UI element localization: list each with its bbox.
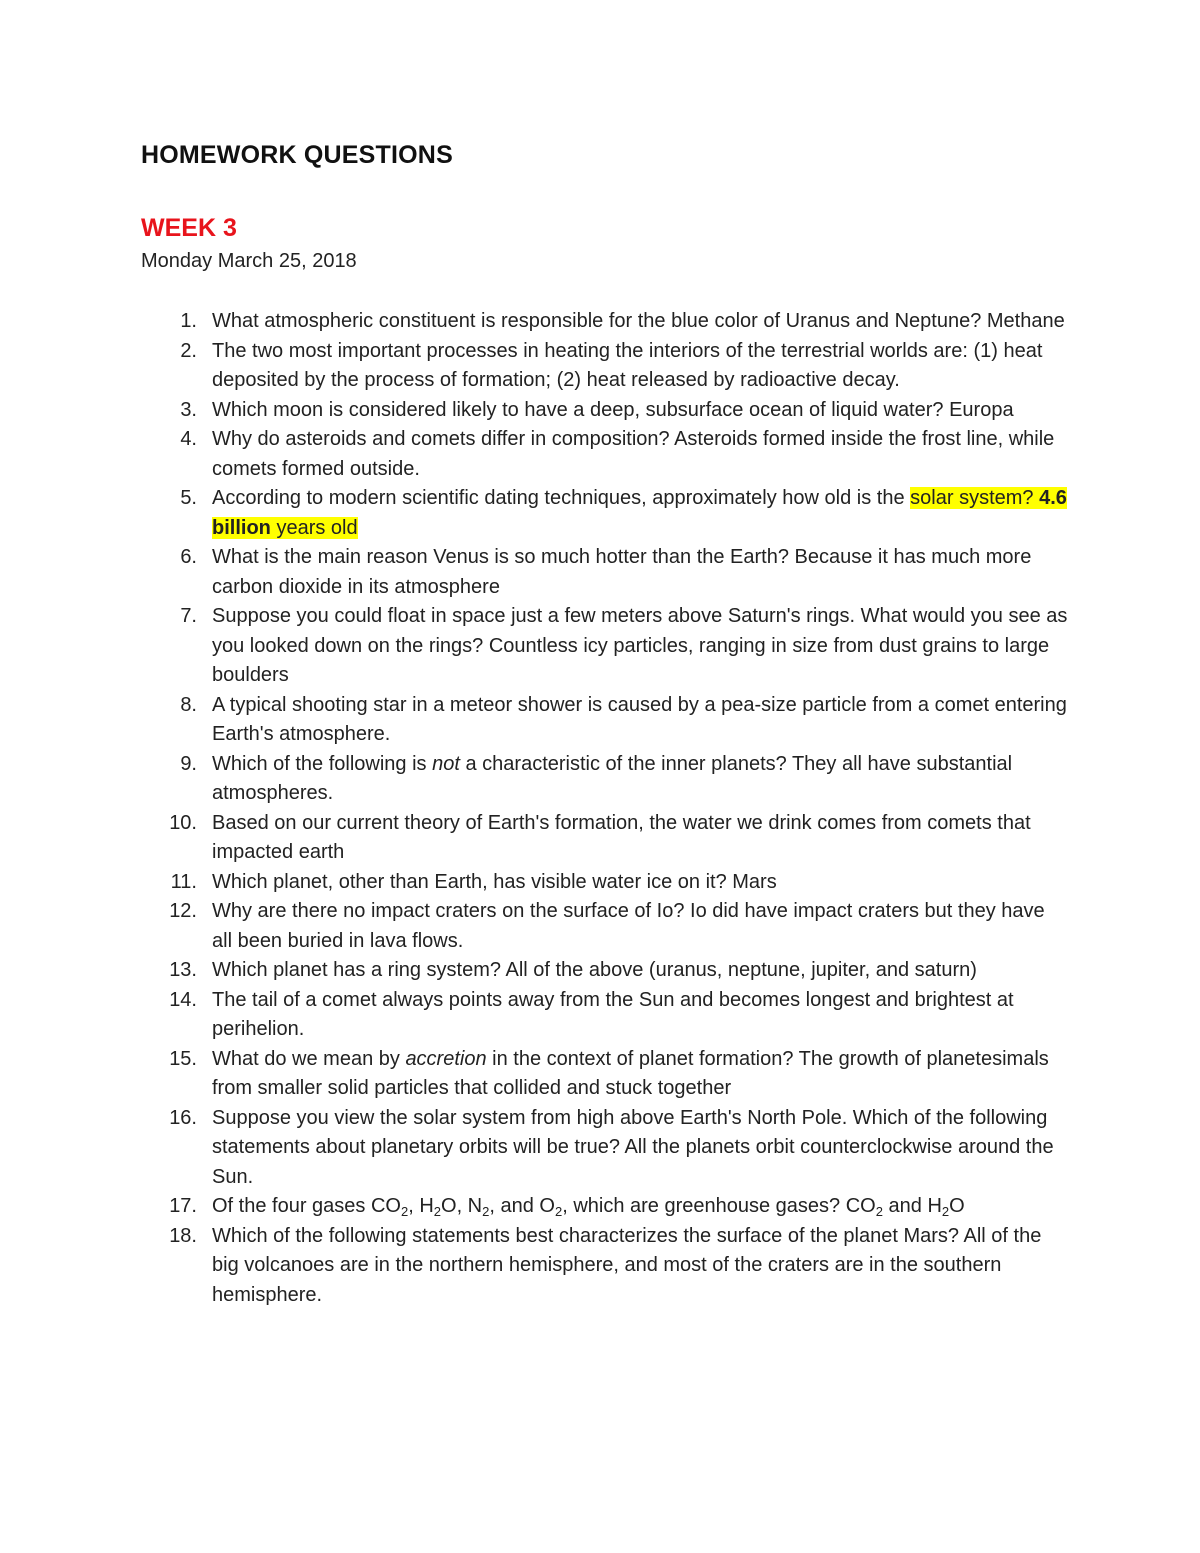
list-item [0,543,1200,602]
item-text: Why are there no impact craters on the surface of Io? Io did have impact craters but they have all been buried in lava flows. [212,900,1045,952]
list-item [0,602,1200,691]
item-number: 16. [169,1106,197,1129]
text-segment: a characteristic of the inner planets? They all have substantial atmospheres. [212,752,1013,804]
document-title: HOMEWORK QUESTIONS [141,141,453,169]
item-text: Which moon is considered likely to have a deep, subsurface ocean of liquid water? Europa [212,398,1014,421]
list-item [0,484,1200,543]
date-line: Monday March 25, 2018 [141,250,357,272]
list-item [0,986,1200,1045]
item-number: 10. [169,811,197,834]
item-number: 8. [180,693,197,716]
subscript: 2 [941,1204,950,1219]
question-text: According to modern scientific dating techniques, approximately how old is the [212,487,911,509]
subscript: 2 [554,1204,563,1219]
list-item [0,868,1200,898]
text-segment: O [949,1195,965,1217]
text-segment: , and O [489,1195,555,1217]
text-segment: What do we mean by [212,1047,406,1070]
week-heading: WEEK 3 [141,214,237,242]
subscript: 2 [400,1204,409,1219]
list-item [0,396,1200,426]
item-text [212,753,1012,805]
item-text [212,1195,965,1217]
item-text: Which planet has a ring system? All of the above (uranus, neptune, jupiter, and saturn) [212,959,977,981]
item-text: Suppose you could float in space just a few meters above Saturn's rings. What would you see as you looked down on the rings? Countless icy particles, ranging in size from dust grains to large boulders [212,605,1068,686]
list-item [0,956,1200,986]
subscript: 2 [482,1204,490,1219]
list-item [0,307,1200,337]
item-number: 13. [169,959,197,981]
item-text [212,487,1067,539]
item-number: 5. [180,487,197,509]
item-text [212,1048,1049,1100]
list-item [0,1192,1200,1222]
item-number: 9. [180,752,197,775]
item-number: 18. [169,1224,197,1247]
item-number: 7. [180,605,197,627]
item-number: 12. [169,900,197,922]
list-item [0,337,1200,396]
text-segment: Which of the following is [212,752,433,775]
text-segment: Of the four gases CO [212,1195,401,1217]
item-text: Based on our current theory of Earth's formation, the water we drink comes from comets that impacted earth [212,811,1031,863]
list-item [0,1045,1200,1104]
bold-answer: 4.6 billion [212,487,1067,539]
item-number: 11. [170,870,197,893]
item-number: 15. [169,1047,197,1070]
subscript: 2 [433,1204,442,1219]
text-segment: , which are greenhouse gases? CO [562,1195,876,1217]
list-item [0,1104,1200,1193]
item-text: A typical shooting star in a meteor shower is caused by a pea-size particle from a comet entering Earth's atmosphere. [212,693,1067,745]
italic-text: not [432,752,460,775]
item-text: Suppose you view the solar system from high above Earth's North Pole. Which of the following statements about planetary orbits will be true? All the planets orbit counterclockwise around the Sun. [212,1106,1054,1188]
item-number: 14. [169,988,197,1011]
list-item [0,1222,1200,1311]
item-number: 1. [180,310,197,332]
question-list [0,307,1200,1310]
item-text: What atmospheric constituent is responsible for the blue color of Uranus and Neptune? Methane [212,310,1065,332]
item-text: The tail of a comet always points away from the Sun and becomes longest and brightest at perihelion. [212,988,1014,1040]
text-segment: and H [882,1195,942,1217]
subscript: 2 [875,1204,883,1219]
italic-text: accretion [405,1047,487,1070]
item-number: 4. [180,428,197,450]
list-item [0,425,1200,484]
item-text: Why do asteroids and comets differ in composition? Asteroids formed inside the frost line, while comets formed outside. [212,428,1055,480]
item-number: 17. [169,1195,197,1217]
list-item [0,897,1200,956]
text-segment: O, N [441,1195,483,1217]
text-segment: , H [408,1195,434,1217]
item-text: The two most important processes in heating the interiors of the terrestrial worlds are: (1) heat deposited by the process of formation; (2) heat released by radioactive decay. [212,339,1043,391]
text-segment: in the context of planet formation? The growth of planetesimals from smaller solid particles that collided and stuck together [212,1047,1049,1099]
item-number: 6. [180,546,197,568]
item-number: 3. [180,398,197,421]
list-item [0,809,1200,868]
list-item [0,750,1200,809]
item-text: What is the main reason Venus is so much hotter than the Earth? Because it has much more carbon dioxide in its atmosphere [212,546,1032,598]
item-text: Which of the following statements best characterizes the surface of the planet Mars? All of the big volcanoes are in the northern hemisphere, and most of the craters are in the southern hemisphere. [212,1224,1042,1306]
highlighted-question-end: solar system? [910,487,1040,509]
item-text: Which planet, other than Earth, has visible water ice on it? Mars [212,870,777,893]
item-number: 2. [180,339,197,362]
highlighted-answer-end: years old [270,516,358,539]
list-item [0,691,1200,750]
